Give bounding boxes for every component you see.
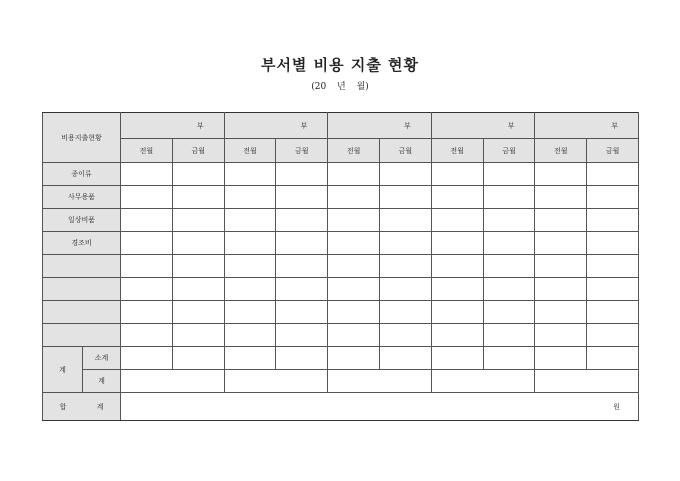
data-cell <box>276 301 328 324</box>
table-row <box>43 324 639 347</box>
data-cell <box>535 209 587 232</box>
data-cell <box>587 278 639 301</box>
data-cell <box>431 278 483 301</box>
total-label: 계 <box>83 370 121 393</box>
data-cell <box>224 370 328 393</box>
data-cell <box>535 255 587 278</box>
data-cell <box>587 232 639 255</box>
data-cell <box>587 255 639 278</box>
table-row <box>43 186 639 209</box>
table-row <box>43 255 639 278</box>
data-cell <box>483 347 535 370</box>
data-cell <box>535 232 587 255</box>
data-cell <box>328 163 380 186</box>
data-cell <box>535 278 587 301</box>
table-row <box>43 163 639 186</box>
data-cell <box>172 255 224 278</box>
data-cell <box>380 209 432 232</box>
data-cell <box>535 163 587 186</box>
data-cell <box>380 255 432 278</box>
prev-month-header: 전월 <box>431 139 483 163</box>
data-cell <box>121 163 173 186</box>
data-cell <box>431 370 535 393</box>
data-cell <box>121 324 173 347</box>
subtotal-label: 소계 <box>83 347 121 370</box>
data-cell <box>328 301 380 324</box>
data-cell <box>483 232 535 255</box>
data-cell <box>224 324 276 347</box>
data-cell <box>224 163 276 186</box>
data-cell <box>224 255 276 278</box>
data-cell <box>121 347 173 370</box>
data-cell <box>276 186 328 209</box>
curr-month-header: 금월 <box>483 139 535 163</box>
curr-month-header: 금월 <box>276 139 328 163</box>
prev-month-header: 전월 <box>535 139 587 163</box>
data-cell <box>328 278 380 301</box>
header-row-months <box>43 139 639 163</box>
data-cell <box>431 186 483 209</box>
row-label <box>43 255 121 278</box>
data-cell <box>587 324 639 347</box>
data-cell <box>172 301 224 324</box>
data-cell <box>224 232 276 255</box>
data-cell <box>483 163 535 186</box>
data-cell <box>380 186 432 209</box>
data-cell <box>328 324 380 347</box>
row-label <box>43 301 121 324</box>
data-cell <box>172 163 224 186</box>
curr-month-header: 금월 <box>172 139 224 163</box>
data-cell <box>276 255 328 278</box>
data-cell <box>535 370 639 393</box>
data-cell <box>380 301 432 324</box>
row-label: 일상비품 <box>43 209 121 232</box>
table-row <box>43 209 639 232</box>
grand-total-label: 합 계 <box>43 393 121 421</box>
data-cell <box>121 278 173 301</box>
prev-month-header: 전월 <box>328 139 380 163</box>
data-cell <box>121 370 225 393</box>
data-cell <box>587 163 639 186</box>
dept-header-3: 부 <box>328 113 432 139</box>
data-cell <box>587 186 639 209</box>
data-cell <box>535 347 587 370</box>
data-cell <box>121 209 173 232</box>
data-cell <box>380 278 432 301</box>
data-cell <box>172 347 224 370</box>
grand-total-unit: 원 <box>121 393 639 421</box>
data-cell <box>483 301 535 324</box>
data-cell <box>328 347 380 370</box>
data-cell <box>224 209 276 232</box>
data-cell <box>380 232 432 255</box>
data-cell <box>121 186 173 209</box>
table-row <box>43 301 639 324</box>
sum-group-label: 계 <box>43 347 83 393</box>
data-cell <box>172 324 224 347</box>
total-row <box>43 370 639 393</box>
data-cell <box>431 209 483 232</box>
data-cell <box>172 209 224 232</box>
data-cell <box>276 232 328 255</box>
header-corner: 비용지출현황 <box>43 113 121 163</box>
data-cell <box>328 209 380 232</box>
data-cell <box>121 255 173 278</box>
data-cell <box>483 324 535 347</box>
data-cell <box>172 232 224 255</box>
data-cell <box>276 163 328 186</box>
data-cell <box>431 301 483 324</box>
dept-header-2: 부 <box>224 113 328 139</box>
row-label <box>43 278 121 301</box>
data-cell <box>328 186 380 209</box>
data-cell <box>535 186 587 209</box>
data-cell <box>535 301 587 324</box>
dept-header-5: 부 <box>535 113 639 139</box>
data-cell <box>224 278 276 301</box>
data-cell <box>276 324 328 347</box>
data-cell <box>172 186 224 209</box>
data-cell <box>380 163 432 186</box>
data-cell <box>587 209 639 232</box>
curr-month-header: 금월 <box>587 139 639 163</box>
data-cell <box>224 347 276 370</box>
data-cell <box>328 255 380 278</box>
data-cell <box>483 255 535 278</box>
data-cell <box>380 347 432 370</box>
dept-header-4: 부 <box>431 113 535 139</box>
data-cell <box>535 324 587 347</box>
curr-month-header: 금월 <box>380 139 432 163</box>
data-cell <box>328 370 432 393</box>
data-cell <box>121 301 173 324</box>
data-cell <box>380 324 432 347</box>
data-cell <box>431 347 483 370</box>
grand-total-row <box>43 393 639 421</box>
prev-month-header: 전월 <box>121 139 173 163</box>
data-cell <box>431 255 483 278</box>
page-title: 부서별 비용 지출 현황 <box>260 56 420 74</box>
expense-table <box>42 112 639 421</box>
data-cell <box>276 347 328 370</box>
data-cell <box>276 278 328 301</box>
prev-month-header: 전월 <box>224 139 276 163</box>
table-row <box>43 278 639 301</box>
row-label <box>43 324 121 347</box>
header-row-departments <box>43 113 639 139</box>
data-cell <box>431 324 483 347</box>
data-cell <box>431 232 483 255</box>
data-cell <box>328 232 380 255</box>
period-subtitle: (20 년 월) <box>311 82 369 92</box>
data-cell <box>587 347 639 370</box>
data-cell <box>224 301 276 324</box>
row-label: 종이류 <box>43 163 121 186</box>
row-label: 경조비 <box>43 232 121 255</box>
data-cell <box>431 163 483 186</box>
data-cell <box>224 186 276 209</box>
data-cell <box>483 209 535 232</box>
data-cell <box>276 209 328 232</box>
table-row <box>43 232 639 255</box>
data-cell <box>172 278 224 301</box>
data-cell <box>483 278 535 301</box>
row-label: 사무용품 <box>43 186 121 209</box>
data-cell <box>587 301 639 324</box>
subtotal-row <box>43 347 639 370</box>
data-cell <box>483 186 535 209</box>
data-cell <box>121 232 173 255</box>
dept-header-1: 부 <box>121 113 225 139</box>
